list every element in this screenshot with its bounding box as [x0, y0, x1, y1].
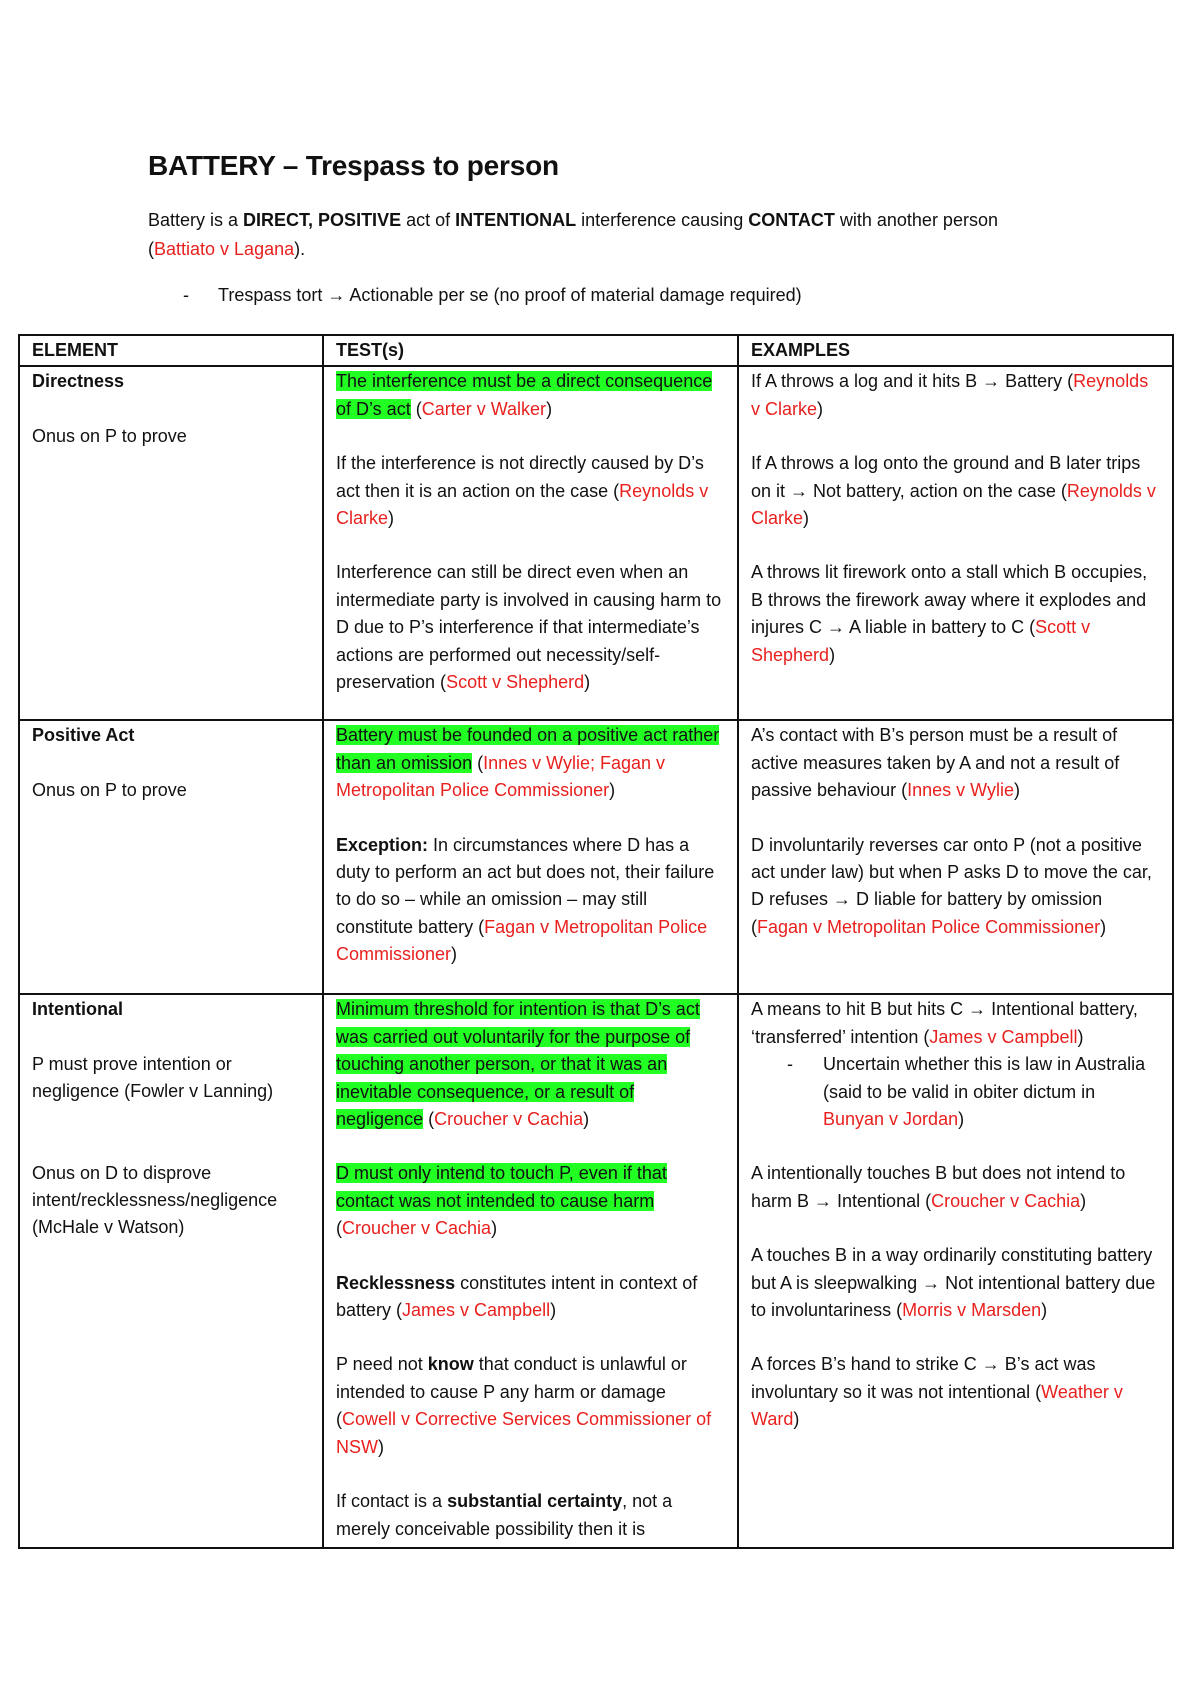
battery-elements-table — [18, 334, 1174, 1549]
bullet-point: - Trespass tort → Actionable per se (no proof of material damage required) — [183, 285, 802, 305]
table-row-directness — [19, 366, 1173, 720]
case-citation: Battiato v Lagana — [154, 239, 295, 259]
header-examples: EXAMPLES — [738, 335, 1173, 366]
table-header-row — [19, 335, 1173, 366]
sub-bullet: - Uncertain whether this is law in Australia (said to be valid in obiter dictum in Bunyan v Jordan) — [787, 1054, 1146, 1130]
element-cell: Directness Onus on P to prove — [19, 366, 323, 720]
examples-cell: If A throws a log and it hits B → Battery (Reynolds v Clarke) If A throws a log onto the ground and B later trips on it → Not battery, action on the case (Reynolds v Clarke) A throws lit firework onto a stall which B occupies, B throws the firework away where it explodes and injures C → A liable in battery to C (Scott v Shepherd) — [738, 366, 1173, 720]
tests-cell: Minimum threshold for intention is that D’s act was carried out voluntarily for the purpose of touching another person, or that it was an inevitable consequence, or a result of negligence (Croucher v Cachia) D must only intend to touch P, even if that contact was not intended to cause harm (Croucher v Cachia) Recklessness constitutes intent in context of battery (James v Campbell) P need not know that conduct is unlawful or intended to cause P any harm or damage (Cowell v Corrective Services Commissioner of NSW) If contact is a substantial certainty, not a merely conceivable possibility then it is — [323, 994, 738, 1548]
tests-cell: The interference must be a direct consequence of D’s act (Carter v Walker) If the interference is not directly caused by D’s act then it is an action on the case (Reynolds v Clarke) Interference can still be direct even when an intermediate party is involved in causing harm to D due to P’s interference if that intermediate’s actions are performed out necessity/self-preservation (Scott v Shepherd) — [323, 366, 738, 720]
table-row-positive-act — [19, 720, 1173, 994]
page-title: BATTERY – Trespass to person — [148, 150, 559, 181]
header-tests: TEST(s) — [323, 335, 738, 366]
tests-cell: Battery must be founded on a positive act rather than an omission (Innes v Wylie; Fagan v Metropolitan Police Commissioner) Exception: In circumstances where D has a duty to perform an act but does not, their failure to do so – while an omission – may still constitute battery (Fagan v Metropolitan Police Commissioner) — [323, 720, 738, 994]
examples-cell: A’s contact with B’s person must be a result of active measures taken by A and not a result of passive behaviour (Innes v Wylie) D involuntarily reverses car onto P (not a positive act under law) but when P asks D to move the car, D refuses → D liable for battery by omission (Fagan v Metropolitan Police Commissioner) — [738, 720, 1173, 994]
element-cell: Intentional P must prove intention or negligence (Fowler v Lanning) Onus on D to disprove intent/recklessness/negligence (McHale v Watson) — [19, 994, 323, 1548]
intro-paragraph: Battery is a DIRECT, POSITIVE act of INTENTIONAL interference causing CONTACT with another person (Battiato v Lagana). — [148, 210, 998, 259]
table-row-intentional — [19, 994, 1173, 1548]
examples-cell: A means to hit B but hits C → Intentional battery, ‘transferred’ intention (James v Campbell) - Uncertain whether this is law in Australia (said to be valid in obiter dictum in Bunyan v Jordan) A intentionally touches B but does not intend to harm B → Intentional (Croucher v Cachia) A touches B in a way ordinarily constituting battery but A is sleepwalking → Not intentional battery due to involuntariness (Morris v Marsden) A forces B’s hand to strike C → B’s act was involuntary so it was not intentional (Weather v Ward) — [738, 994, 1173, 1548]
header-element: ELEMENT — [19, 335, 323, 366]
element-cell: Positive Act Onus on P to prove — [19, 720, 323, 994]
